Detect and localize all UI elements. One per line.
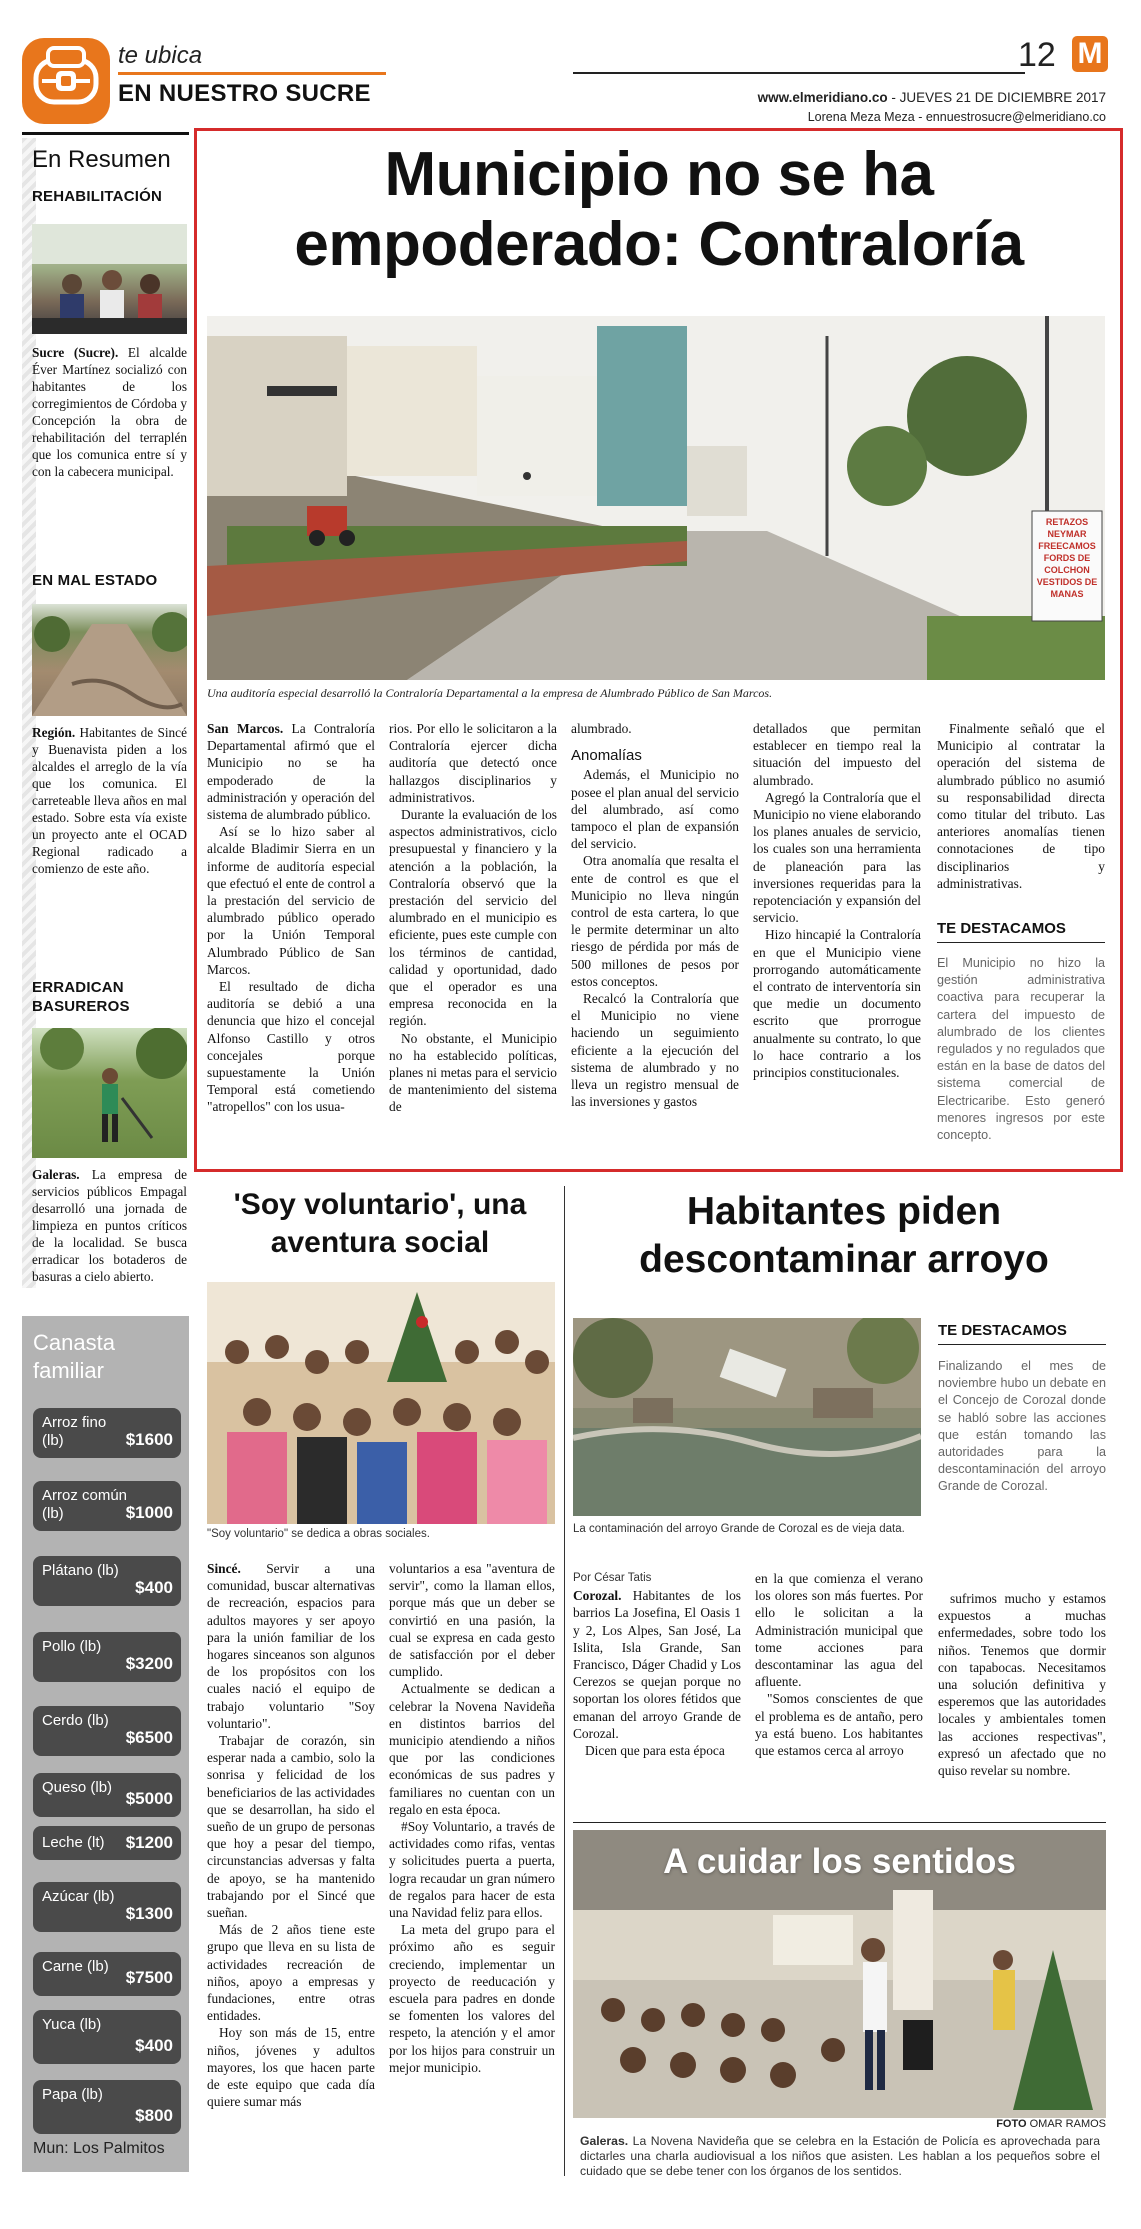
price-name: Arroz fino (lb) xyxy=(42,1414,107,1449)
brand-letter: M xyxy=(1077,37,1103,70)
lead-col1-p1: La Contraloría Departamental afirmó que el Municipio no se ha empoderado de la administración y operación del sistema de alumbrado público. xyxy=(207,721,375,823)
lead-highlight-text: El Municipio no hizo la gestión administrativa coactiva para recuperar la cartera del impuesto de alumbrado de los clientes regulados y no regulados que están en la base de datos del sistema comercial de Electricaribe. Esto generó menores ingresos por este concepto. xyxy=(937,956,1105,1143)
lead-dateline: San Marcos. xyxy=(207,721,284,736)
price-row-queso xyxy=(33,1773,181,1817)
creek-col-3 xyxy=(938,1590,1106,1779)
creek-col2-p1: en la que comienza el verano los olores son más fuertes. Por ello le solicitan a la Administración municipal que tome acciones para descontaminar las agua del afluente. xyxy=(755,1571,923,1690)
lead-col3-p3: Otra anomalía que resalta el ente de control es que el Municipio no lleva ningún control de esta cartera, lo que le permite determinar un alto riesgo de pérdida por más de 500 millones de pesos por estos conceptos. xyxy=(571,853,739,989)
lead-col-2 xyxy=(389,720,557,1116)
photo-credit-name: OMAR RAMOS xyxy=(1026,2118,1106,2130)
creek-highlight-title: TE DESTACAMOS xyxy=(938,1322,1067,1339)
price-name: Cerdo (lb) xyxy=(42,1712,109,1729)
senses-caption-body: La Novena Navideña que se celebra en la Estación de Policía es aprovechada para dictarles una charla audiovisual a los niños que asisten. Les hablan a los pequeños sobre el cuidado que se debe tener con los órganos de los sentidos. xyxy=(580,2134,1100,2178)
masthead-orange-rule xyxy=(118,72,386,75)
page-number: 12 xyxy=(1018,36,1056,74)
lead-highlight-title: TE DESTACAMOS xyxy=(937,920,1066,937)
volunteer-headline-line-1: 'Soy voluntario', una xyxy=(233,1188,527,1221)
lead-highlight-rule xyxy=(937,942,1105,943)
section-title: EN NUESTRO SUCRE xyxy=(118,80,371,107)
masthead-dateline xyxy=(758,90,1106,105)
price-value: $1000 xyxy=(125,1503,173,1522)
lead-headline xyxy=(204,140,1114,280)
creek-col1-p2: Dicen que para esta época xyxy=(585,1743,725,1759)
price-row-cerdo xyxy=(33,1706,181,1756)
price-row-pollo xyxy=(33,1632,181,1682)
issue-date: - JUEVES 21 DE DICIEMBRE 2017 xyxy=(887,90,1106,105)
brand-logo xyxy=(1072,36,1108,72)
price-row-papa xyxy=(33,2080,181,2134)
volunteer-headline xyxy=(200,1186,560,1262)
lead-photo-caption: Una auditoría especial desarrolló la Contraloría Departamental a la empresa de Alumbrado Público de San Marcos. xyxy=(207,686,773,700)
price-value: $6500 xyxy=(125,1728,173,1747)
masthead-rule xyxy=(573,72,1025,74)
creek-photo xyxy=(573,1318,921,1516)
lead-col4-p1: detallados que permitan establecer en tiempo real la situación del impuesto del alumbrado. xyxy=(753,721,921,788)
lead-col3-p4: Recalcó la Contraloría que el Municipio no viene haciendo un seguimiento eficiente a la ejecución del sistema de alumbrado y no lleva un registro mensual de las inversiones y gastos xyxy=(571,991,739,1110)
volunteer-col-1 xyxy=(207,1560,375,2111)
map-pin-logo-icon xyxy=(22,38,110,124)
column-divider xyxy=(564,1186,565,2176)
sidebar-photo-road xyxy=(32,604,187,716)
volunteer-col-2 xyxy=(389,1560,555,2076)
lead-col-1 xyxy=(207,720,375,1116)
sidebar-text-mal-estado xyxy=(32,724,187,877)
volunteer-headline-line-2: aventura social xyxy=(270,1226,490,1259)
volunteer-col2-p1: voluntarios a esa "aventura de servir", como la llaman ellos, porque más que un deber se convirtió en una pasión, la cual se expresa en cada gesto de satisfacción por el deber cumplido. xyxy=(389,1561,555,1680)
lead-col2-p2: Durante la evaluación de los aspectos administrativos, ciclo presupuestal y financiero y la atención a la población, la Contraloría observó que la prestación del servicio del alumbrado en el municipio es eficiente, pues este cumple con los términos de cantidad, calidad y oportunidad, dado que el operador es una empresa reconocida en la región. xyxy=(389,807,557,1029)
price-name: Queso (lb) xyxy=(42,1779,113,1796)
creek-highlight-rule xyxy=(938,1344,1106,1345)
sidebar-heading-rehabilitacion: REHABILITACIÓN xyxy=(32,188,163,205)
street-illustration xyxy=(207,316,1105,680)
lead-col2-p3: No obstante, el Municipio no ha establecido políticas, planes ni metas para el servicio de mantenimiento del sistema de xyxy=(389,1030,557,1115)
lead-col2-p1: rios. Por ello le solicitaron a la Contraloría ejercer dicha auditoría que detectó once hallazgos disciplinarios y administrativos. xyxy=(389,721,557,805)
price-name: Plátano (lb) xyxy=(42,1562,119,1579)
volunteer-col2-p3: #Soy Voluntario, a través de actividades como rifas, ventas y solicitudes puerta a puerta, logra recaudar un gran número de regalos para hacer de esta una Navidad feliz para ellos. xyxy=(389,1819,555,1921)
creek-illustration xyxy=(573,1318,921,1516)
lead-col-3 xyxy=(571,720,739,1110)
senses-headline: A cuidar los sentidos xyxy=(663,1842,1016,1881)
sidebar-body-basureros: La empresa de servicios públicos Empagal desarrolló una jornada de limpieza en puntos críticos de la localidad. Se busca erradicar los botaderos de basuras a cielo abierto. xyxy=(32,1167,187,1284)
street-sign: RETAZOS NEYMAR FREECAMOS FORDS DE COLCHON VESTIDOS DE MANAS xyxy=(1036,517,1098,599)
sidebar-lead-rehabilitacion: Sucre (Sucre). xyxy=(32,345,119,360)
volunteer-col1-p2: Trabajar de corazón, sin esperar nada a cambio, solo la sonrisa y felicidad de los beneficiarios de las actividades que se desarrollan, ha sido el sueño de un grupo de personas que hoy a pesar del tiempo, circunstancias adversas y falta de apoyo, se ha mantenido trabajando por el Sincé que sueñan. xyxy=(207,1733,375,1921)
sidebar-photo-cleanup xyxy=(32,1028,187,1158)
volunteer-col1-p3: Más de 2 años tiene este grupo que lleva en su lista de actividades recreación de niños, apoyo a empresas y fundaciones, entre otras entidades. xyxy=(207,1922,375,2024)
senses-photo-credit xyxy=(996,2118,1106,2130)
lead-col3-p2: Además, el Municipio no posee el plan anual del servicio del alumbrado, así como tampoco el plan de expansión del servicio. xyxy=(571,767,739,852)
price-value: $400 xyxy=(135,2036,173,2055)
price-name: Azúcar (lb) xyxy=(42,1888,115,1905)
sidebar-heading-mal-estado: EN MAL ESTADO xyxy=(32,572,158,589)
price-value: $7500 xyxy=(125,1968,173,1987)
lead-photo-street xyxy=(207,316,1105,680)
price-value: $400 xyxy=(135,1578,173,1597)
volunteer-col2-p4: La meta del grupo para el próximo año es seguir creciendo, implementar un proyecto de reeducación y escuela para padres en donde se fomenten los valores del respeto, la atención y el amor por los hijos para construir un mejor municipio. xyxy=(389,1922,555,2075)
sidebar-body-mal-estado: Habitantes de Sincé y Buenavista piden a los alcaldes el arreglo de la vía que los comunica. El carreteable lleva años en mal estado. Sobre esta vía existe un proyecto ante el OCAD Regional radicado a comienzo de este año. xyxy=(32,725,187,876)
creek-headline xyxy=(574,1188,1114,1284)
lead-headline-line-1: Municipio no se ha xyxy=(384,140,934,209)
price-value: $1300 xyxy=(125,1904,173,1923)
lead-col-5 xyxy=(937,720,1105,892)
sidebar-text-basureros xyxy=(32,1166,187,1285)
volunteer-col2-p2: Actualmente se dedican a celebrar la Novena Navideña en distintos barrios del municipio atendiendo a niños que por las condiciones económicas de sus padres y familiares no cuentan con un regalo en esta época. xyxy=(389,1681,555,1817)
price-name: Yuca (lb) xyxy=(42,2016,102,2033)
creek-col2-p2: "Somos conscientes de que el problema es de antaño, pero ya está bueno. Los habitantes que estamos cerca al arroyo xyxy=(755,1691,923,1759)
basket-title: Canasta familiar xyxy=(33,1330,115,1383)
meeting-illustration xyxy=(32,224,187,334)
price-name: Pollo (lb) xyxy=(42,1638,102,1655)
price-name: Arroz común (lb) xyxy=(42,1487,128,1522)
price-value: $5000 xyxy=(125,1789,173,1808)
lead-col1-p3: El resultado de dicha auditoría se debió a una denuncia que hizo el concejal Alfonso Castillo y otros concejales porque supuestamente la Unión Temporal está cometiendo "atropellos" con los usua- xyxy=(207,979,375,1115)
lead-col3-p1: alumbrado. xyxy=(571,721,632,736)
price-row-yuca xyxy=(33,2010,181,2064)
price-row-platano xyxy=(33,1556,181,1606)
price-row-arroz-fino xyxy=(33,1408,181,1458)
volunteer-col1-p4: Hoy son más de 15, entre niños, jóvenes y adultos mayores, los que hacen parte de este equipo que cada día quiere sumar más xyxy=(207,2025,375,2110)
lead-col4-p2: Agregó la Contraloría que el Municipio no viene elaborando los planes anuales de servicio, los cuales son una herramienta de planeación para las inversiones requeridas para la repotenciación y expansión del servicio. xyxy=(753,789,921,926)
price-value: $800 xyxy=(135,2106,173,2125)
sidebar-lead-mal-estado: Región. xyxy=(32,725,76,740)
price-row-azucar xyxy=(33,1882,181,1932)
creek-dateline: Corozal. xyxy=(573,1588,622,1604)
site-url[interactable]: www.elmeridiano.co xyxy=(757,90,888,105)
price-name: Leche (lt) xyxy=(42,1834,105,1851)
volunteer-photo-caption: "Soy voluntario" se dedica a obras sociales. xyxy=(207,1528,430,1540)
sidebar-lead-basureros: Galeras. xyxy=(32,1167,80,1182)
sidebar-text-rehabilitacion xyxy=(32,344,187,480)
lead-col1-p2: Así se lo hizo saber al alcalde Bladimir Sierra en un informe de auditoría especial que efectuó el ente de control a la prestación del servicio de alumbrado público operado por la Unión Temporal Alumbrado Público de San Marcos. xyxy=(207,824,375,977)
creek-col1-p1: Habitantes de los barrios La Josefina, El Oasis 1 y 2, Los Alpes, San José, La Islita, Isla Grande, San Francisco, Dáger Chadid y Los Cerezos se quejan porque no soportan los olores fétidos que emanan del arroyo Grande de Corozal. xyxy=(573,1588,741,1741)
sidebar-heading-basureros: ERRADICAN BASUREROS xyxy=(32,979,130,1015)
creek-col-2 xyxy=(755,1570,923,1759)
price-row-arroz-comun xyxy=(33,1481,181,1531)
sidebar-top-rule xyxy=(22,132,189,135)
sidebar-title: En Resumen xyxy=(32,146,171,173)
creek-photo-caption: La contaminación del arroyo Grande de Corozal es de vieja data. xyxy=(573,1523,905,1535)
road-illustration xyxy=(32,604,187,716)
price-name: Carne (lb) xyxy=(42,1958,109,1975)
creek-highlight-text: Finalizando el mes de noviembre hubo un debate en el Concejo de Corozal donde se habló sobre las acciones que están tomando las autoridades para la descontaminación del arroyo Grande de Corozal. xyxy=(938,1359,1106,1494)
sidebar-photo-meeting xyxy=(32,224,187,334)
section-logo xyxy=(22,38,110,124)
creek-headline-line-2: descontaminar arroyo xyxy=(639,1238,1049,1281)
lead-subhead: Anomalías xyxy=(571,747,642,765)
group-illustration xyxy=(207,1282,555,1524)
senses-photo xyxy=(573,1830,1106,2118)
price-value: $3200 xyxy=(125,1654,173,1673)
cleanup-illustration xyxy=(32,1028,187,1158)
creek-col3-p1: sufrimos mucho y estamos expuestos a muchas enfermedades, sobre todo los niños. Tenemos que dormir con tapabocas. Necesitamos una solución definitiva y esperemos que las autoridades locales y ambientales tomen las acciones respectivas", expresó un afectado que no quiso revelar su nombre. xyxy=(938,1591,1106,1779)
section-kicker: te ubica xyxy=(118,42,203,69)
basket-footer: Mun: Los Palmitos xyxy=(33,2140,165,2157)
senses-caption-lead: Galeras. xyxy=(580,2134,629,2148)
lead-headline-line-2: empoderado: Contraloría xyxy=(294,210,1024,279)
sidebar-body-rehabilitacion: El alcalde Éver Martínez socializó con habitantes de los corregimientos de Córdoba y Concepción la obra de rehabilitación del terraplén que los comunica entre sí y con la cabecera municipal. xyxy=(32,345,188,479)
author-line: Lorena Meza Meza - ennuestrosucre@elmeridiano.co xyxy=(807,110,1106,124)
photo-credit-label: FOTO xyxy=(996,2118,1027,2130)
lead-col5-p1: Finalmente señaló que el Municipio al contratar la operación del sistema de alumbrado público no asumió su responsabilidad directa como titular del tributo. Las anteriores anomalías tienen connotaciones de tipo disciplinarios y administrativas. xyxy=(937,721,1105,891)
price-row-leche xyxy=(33,1826,181,1860)
creek-byline: Por César Tatis xyxy=(573,1572,652,1584)
volunteer-photo-group xyxy=(207,1282,555,1524)
price-value: $1200 xyxy=(125,1833,173,1852)
senses-caption xyxy=(580,2134,1100,2179)
lead-col-4 xyxy=(753,720,921,1081)
volunteer-col1-p1: Servir a una comunidad, buscar alternativas de recreación, espacios para adultos mayores y ser apoyo para la unión familiar de los hogares sinceanos son algunos de los propósitos con los cuales nació el equipo de trabajo voluntario "Soy voluntario". xyxy=(207,1561,375,1731)
creek-headline-line-1: Habitantes piden xyxy=(686,1190,1002,1233)
volunteer-dateline: Sincé. xyxy=(207,1561,241,1576)
price-value: $1600 xyxy=(125,1430,173,1449)
lead-col4-p3: Hizo hincapié la Contraloría en que el Municipio viene prorrogando automáticamente el contrato de interventoría sin que medie un documento escrito que prorrogue anualmente su contrato, lo que lo hace contrario a los principios constitucionales. xyxy=(753,927,921,1081)
creek-bottom-rule xyxy=(573,1822,1106,1823)
price-row-carne xyxy=(33,1952,181,1996)
price-name: Papa (lb) xyxy=(42,2086,103,2103)
creek-col-1 xyxy=(573,1570,741,1759)
